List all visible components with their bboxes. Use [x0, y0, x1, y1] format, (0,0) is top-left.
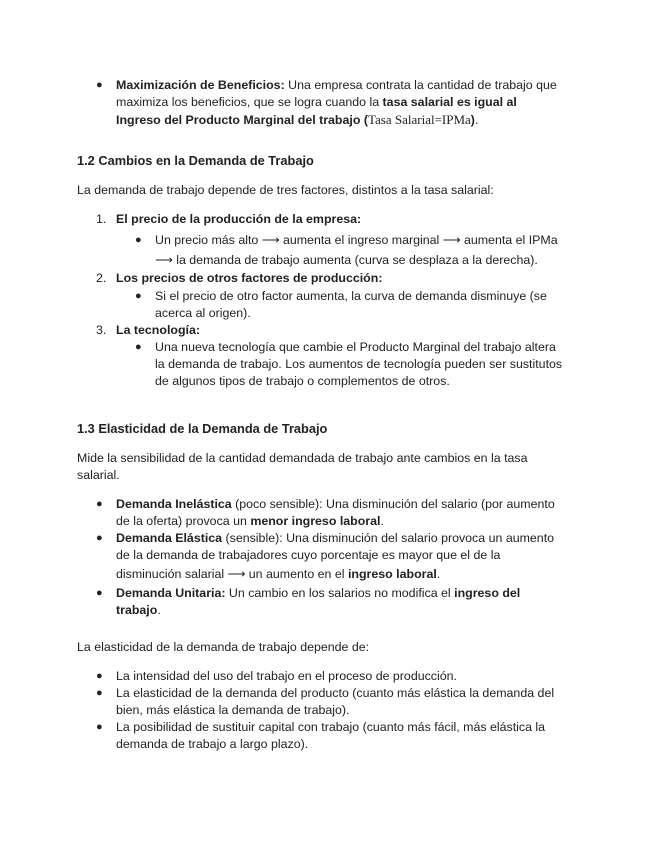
- factor-title-text: Los precios de otros factores de producción:: [116, 271, 383, 285]
- section-heading-1-3: 1.3 Elasticidad de la Demanda de Trabajo: [77, 421, 328, 436]
- factor-1-line-2: ⟶ la demanda de trabajo aumenta (curva se desplaza a la derecha).: [155, 253, 538, 267]
- inelastic-line-2: [116, 513, 384, 529]
- bullet-marker: ●: [135, 234, 142, 246]
- elastic-bold: ingreso laboral: [347, 567, 437, 581]
- elastic-text-3: disminución salarial ⟶ un aumento en el: [116, 567, 348, 581]
- unitary-line-1: [116, 585, 520, 601]
- elastic-line-3: [116, 566, 440, 582]
- bullet-marker: ●: [96, 721, 103, 733]
- benefits-line-1: [116, 77, 557, 93]
- benefits-text-2: maximiza los beneficios, que se logra cuando la: [116, 95, 383, 109]
- section-1-3-intro-1: Mide la sensibilidad de la cantidad demandada de trabajo ante cambios en la tasa: [77, 451, 528, 465]
- unitary-period: .: [157, 603, 161, 617]
- elastic-text-1: (sensible): Una disminución del salario provoca un aumento: [222, 531, 555, 545]
- list-number: 1.: [96, 212, 107, 226]
- elastic-title: Demanda Elástica: [116, 531, 223, 545]
- inelastic-title: Demanda Inelástica: [116, 497, 232, 511]
- elastic-line-1: [116, 530, 554, 546]
- unitary-bold-1: ingreso del: [454, 586, 521, 600]
- bullet-marker: ●: [135, 290, 142, 302]
- depends-item-3-line-2: demanda de trabajo a largo plazo).: [116, 737, 309, 751]
- unitary-bold-2: trabajo: [116, 603, 158, 617]
- depends-item-3-line-1: La posibilidad de sustituir capital con trabajo (cuanto más fácil, más elástica la: [116, 720, 546, 734]
- factor-3-line-2: la demanda de trabajo. Los aumentos de tecnología pueden ser sustitutos: [155, 357, 563, 371]
- factor-3-title: [116, 322, 200, 338]
- section-1-3-intro-2: salarial.: [77, 468, 120, 482]
- factor-3-line-3: de algunos tipos de trabajo o complementos de otros.: [155, 374, 450, 388]
- depends-item-2-line-2: bien, más elástica la demanda de trabajo).: [116, 703, 350, 717]
- depends-item-2-line-1: La elasticidad de la demanda del producto (cuanto más elástica la demanda del: [116, 686, 555, 700]
- formula: Tasa Salarial=IPMa: [367, 112, 471, 127]
- elastic-period: .: [436, 567, 441, 581]
- inelastic-period: .: [380, 514, 384, 528]
- elastic-line-2: de la demanda de trabajadores cuyo porcentaje es mayor que el de la: [116, 548, 501, 562]
- benefits-period: .: [474, 113, 479, 127]
- formula-close: ): [470, 113, 475, 127]
- factor-title-text: La tecnología:: [116, 323, 200, 337]
- list-number: 2.: [96, 271, 107, 285]
- bullet-marker: ●: [96, 532, 103, 544]
- factor-title-text: El precio de la producción de la empresa:: [116, 212, 362, 226]
- bullet-marker: ●: [135, 341, 142, 353]
- unitary-line-2: [116, 602, 161, 618]
- bullet-marker: ●: [96, 670, 103, 682]
- inelastic-line-1: [116, 496, 555, 512]
- bullet-marker: ●: [96, 687, 103, 699]
- elasticity-depends-intro: La elasticidad de la demanda de trabajo depende de:: [77, 640, 370, 654]
- unitary-title: Demanda Unitaria:: [116, 586, 226, 600]
- depends-item-1: La intensidad del uso del trabajo en el proceso de producción.: [116, 669, 457, 683]
- inelastic-text-2: de la oferta) provoca un: [116, 514, 251, 528]
- section-heading-1-2: 1.2 Cambios en la Demanda de Trabajo: [77, 153, 314, 168]
- factor-2-line-2: acerca al origen).: [155, 306, 251, 320]
- section-1-2-intro: La demanda de trabajo depende de tres factores, distintos a la tasa salarial:: [77, 183, 494, 197]
- factor-1-title: [116, 211, 361, 227]
- list-number: 3.: [96, 323, 107, 337]
- factor-2-title: [116, 270, 382, 286]
- factor-1-line-1: Un precio más alto ⟶ aumenta el ingreso marginal ⟶ aumenta el IPMa: [155, 233, 558, 247]
- bullet-marker: ●: [96, 79, 103, 91]
- bullet-marker: ●: [96, 498, 103, 510]
- bullet-marker: ●: [96, 587, 103, 599]
- benefits-line-2: [116, 94, 517, 110]
- benefits-bold-3: Ingreso del Producto Marginal del trabajo (: [116, 113, 368, 127]
- factor-2-line-1: Si el precio de otro factor aumenta, la curva de demanda disminuye (se: [155, 289, 547, 303]
- benefits-title: Maximización de Beneficios:: [116, 78, 285, 92]
- benefits-line-3: [116, 112, 478, 128]
- inelastic-text-1: (poco sensible): Una disminución del salario (por aumento: [231, 497, 555, 511]
- benefits-bold-2: tasa salarial es igual al: [382, 95, 517, 109]
- factor-3-line-1: Una nueva tecnología que cambie el Producto Marginal del trabajo altera: [155, 340, 556, 354]
- unitary-text-1: Un cambio en los salarios no modifica el: [225, 586, 455, 600]
- benefits-text-1: Una empresa contrata la cantidad de trabajo que: [284, 78, 557, 92]
- inelastic-bold: menor ingreso laboral: [250, 514, 381, 528]
